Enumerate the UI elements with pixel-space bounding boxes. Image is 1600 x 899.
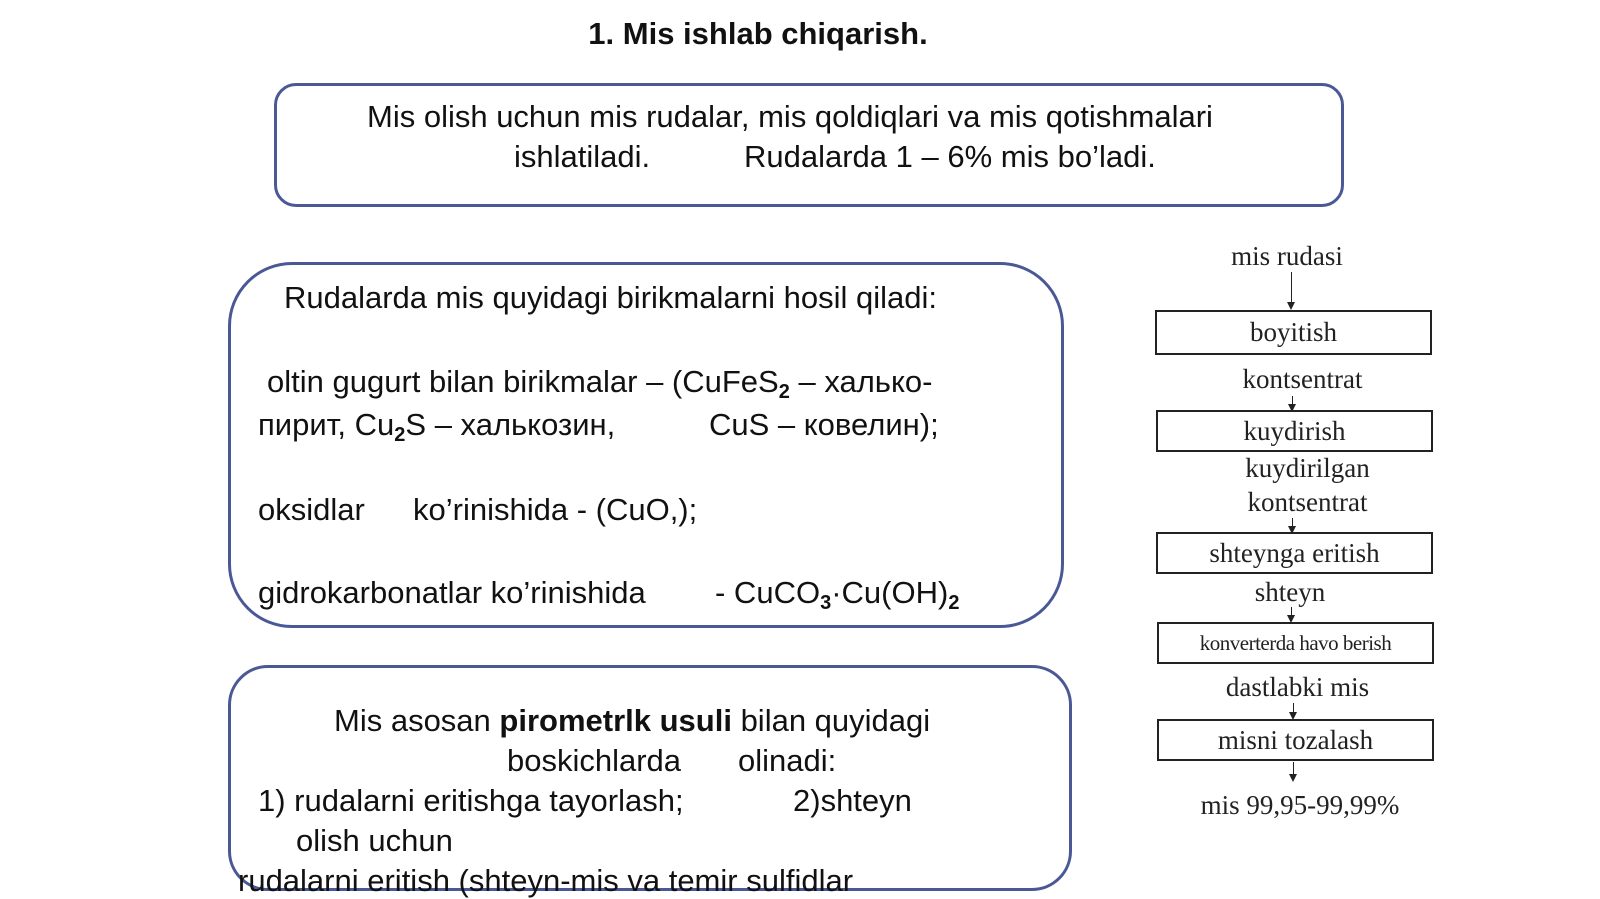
page-title: 1. Mis ishlab chiqarish. (588, 16, 928, 51)
flow-box-misni-tozalash: misni tozalash (1157, 719, 1434, 761)
intro-line-2b: Rudalarda 1 – 6% mis bo’ladi. (744, 139, 1156, 174)
method-bold: pirometrlk usuli (499, 703, 732, 738)
compounds-box (228, 262, 1064, 628)
method-text-b: bilan quyidagi (731, 703, 931, 738)
hydrocarbonates-formula (715, 575, 960, 614)
pyrite-text: пирит, Cu (258, 407, 395, 442)
flow-arrow (1293, 703, 1294, 718)
flow-label-kuydirilgan: kuydirilgan (1245, 453, 1370, 483)
formula-sub-1: 3 (820, 592, 832, 614)
method-text-a: Mis asosan (334, 703, 500, 738)
flow-box-shteynga-eritish: shteynga eritish (1156, 532, 1433, 574)
flow-label-dastlabki-mis: dastlabki mis (1225, 672, 1370, 702)
method-line-1 (334, 705, 930, 736)
flow-label-shteyn: shteyn (1254, 577, 1326, 607)
flow-box-konverter: konverterda havo berish (1157, 622, 1434, 664)
method-line-4: olish uchun (296, 823, 453, 858)
formula-b: ·Cu(OH) (831, 575, 949, 610)
intro-line-2a: ishlatiladi. (514, 139, 651, 174)
chalcocite-sub: 2 (394, 424, 406, 446)
sulfur-text-b: – халько- (789, 364, 933, 399)
chalcocite-text: S – халькозин, (405, 407, 616, 442)
flow-arrow (1293, 762, 1294, 780)
oxides-label: oksidlar (258, 492, 365, 527)
flow-arrow (1291, 607, 1292, 621)
flow-arrow (1292, 396, 1293, 410)
method-line-2b: olinadi: (738, 743, 837, 778)
sulfur-sub: 2 (778, 381, 790, 403)
method-line-5: rudalarni eritish (shteyn-mis va temir sulfidlar (238, 863, 854, 898)
flow-arrow (1292, 518, 1293, 532)
flow-box-kuydirish: kuydirish (1156, 410, 1433, 452)
formula-a: - CuCO (715, 575, 821, 610)
flow-end: mis 99,95-99,99% (1200, 790, 1400, 820)
formula-sub-2: 2 (948, 592, 960, 614)
hydrocarbonates-label: gidrokarbonatlar ko’rinishida (258, 575, 646, 610)
intro-line-1: Mis olish uchun mis rudalar, mis qoldiqlari va mis qotishmalari (367, 99, 1213, 134)
method-line-2a: boskichlarda (507, 743, 682, 778)
oxides-text: ko’rinishida - (CuO,); (413, 492, 698, 527)
flow-start: mis rudasi (1231, 241, 1343, 271)
method-step-1: 1) rudalarni eritishga tayorlash; (258, 783, 684, 818)
sulfur-text-a: oltin gugurt bilan birikmalar – (CuFeS (267, 364, 779, 399)
flow-label-kontsentrat-2: kontsentrat (1247, 487, 1368, 517)
flow-box-boyitish: boyitish (1155, 310, 1432, 355)
flow-arrow (1291, 272, 1292, 308)
flow-label-kontsentrat: kontsentrat (1242, 364, 1363, 394)
compounds-heading: Rudalarda mis quyidagi birikmalarni hosil qiladi: (284, 280, 938, 315)
covellite-text: CuS – ковелин); (709, 407, 939, 442)
compounds-sulfur-line-2 (258, 407, 616, 446)
method-step-2: 2)shteyn (793, 783, 912, 818)
compounds-sulfur-line-1 (267, 364, 933, 403)
